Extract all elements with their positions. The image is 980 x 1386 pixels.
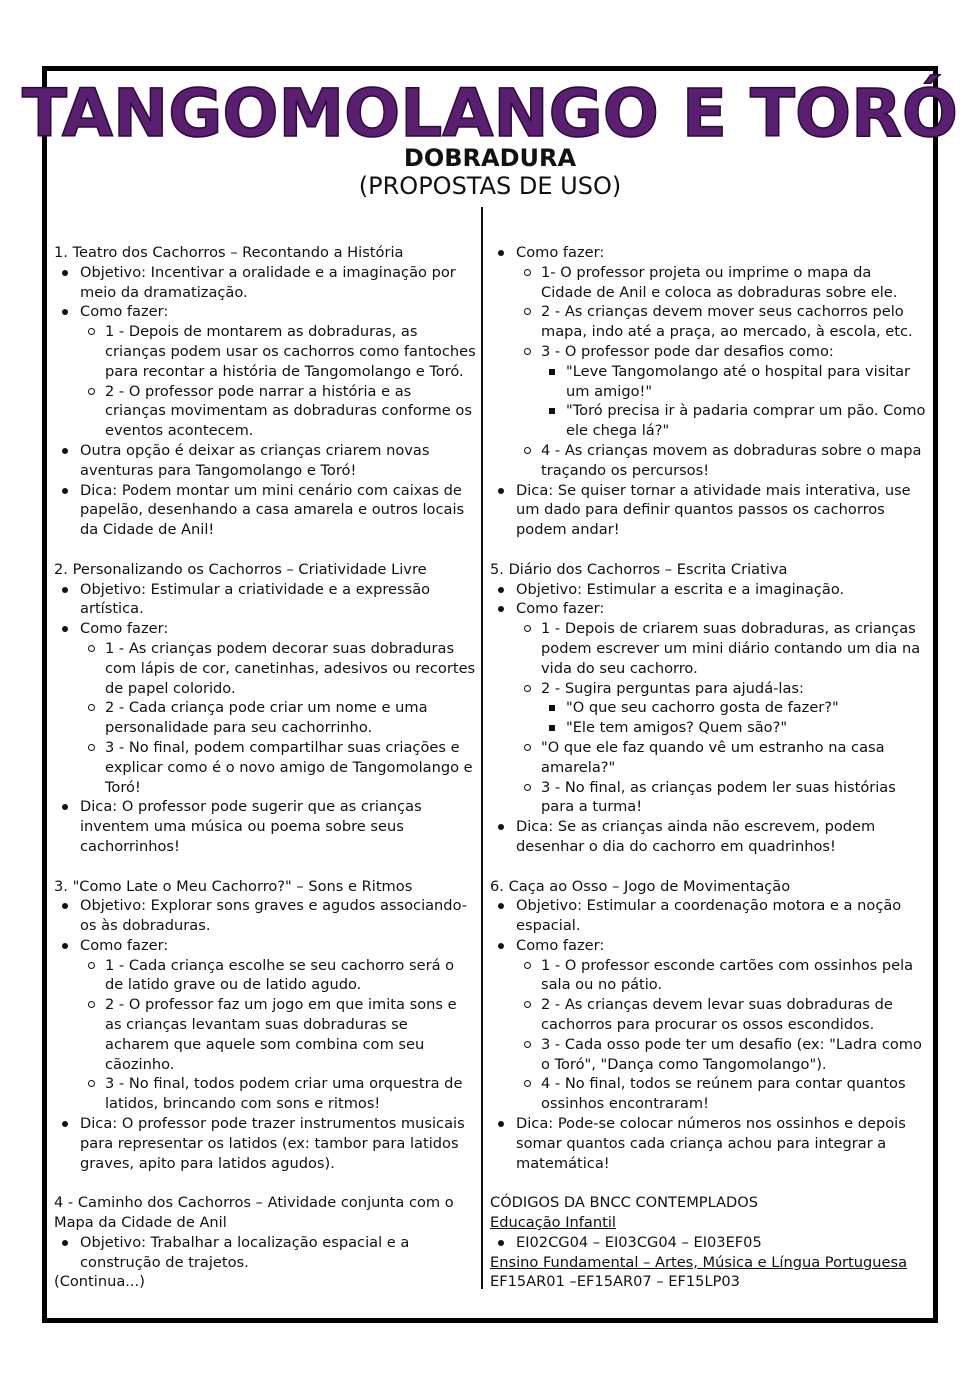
list-item: 1 - O professor esconde cartões com ossinhos pela sala ou no pátio. bbox=[516, 956, 926, 996]
section-heading: 4 - Caminho dos Cachorros – Atividade conjunta com o Mapa da Cidade de Anil bbox=[54, 1194, 454, 1232]
list-item: Como fazer: 1- O professor projeta ou imprime o mapa da Cidade de Anil e coloca as dobraduras sobre ele. 2 - As crianças devem mover seus cachorros pelo mapa, indo até a praça, ao mercado, à escola, etc. 3 - O professor pode dar desafios como: "Leve Tangomolango até o hospital para visitar um amigo!" "Toró precisa ir à padaria comprar um pão. Como ele chega lá?" 4 - As crianças movem as dobraduras sobre o mapa traçando os percursos! bbox=[490, 243, 926, 481]
list-item: 2 - Sugira perguntas para ajudá-las: "O que seu cachorro gosta de fazer?" "Ele tem amigos? Quem são?" bbox=[516, 679, 926, 738]
list-item: "O que ele faz quando vê um estranho na casa amarela?" bbox=[516, 738, 926, 778]
section-personalizando bbox=[54, 560, 476, 857]
list-item: Como fazer: 1 - Depois de montarem as dobraduras, as crianças podem usar os cachorros como fantoches para recontar a história de Tangomolango e Toró. 2 - O professor pode narrar a história e as crianças movimentam as dobraduras conforme os eventos acontecem. bbox=[54, 302, 476, 441]
section-diario bbox=[490, 560, 926, 857]
section-teatro bbox=[54, 243, 476, 540]
list-item: 1 - Cada criança escolhe se seu cachorro será o de latido grave ou de latido agudo. bbox=[80, 956, 476, 996]
bncc-ei-label: Educação Infantil bbox=[490, 1214, 616, 1232]
page-title: TANGOMOLANGO E TORÓ bbox=[21, 75, 959, 152]
list-item: 2 - As crianças devem levar suas dobraduras de cachorros para procurar os ossos escondidos. bbox=[516, 995, 926, 1035]
list-item: "Toró precisa ir à padaria comprar um pão. Como ele chega lá?" bbox=[541, 401, 926, 441]
bncc-ei-codes: EI02CG04 – EI03CG04 – EI03EF05 bbox=[490, 1233, 926, 1253]
list-item: Objetivo: Estimular a coordenação motora e a noção espacial. bbox=[490, 896, 926, 936]
list-item: Dica: Podem montar um mini cenário com caixas de papelão, desenhando a casa amarela e outros locais da Cidade de Anil! bbox=[54, 481, 476, 540]
list-item: 1 - As crianças podem decorar suas dobraduras com lápis de cor, canetinhas, adesivos ou recortes de papel colorido. bbox=[80, 639, 476, 698]
list-item: 3 - O professor pode dar desafios como: "Leve Tangomolango até o hospital para visitar um amigo!" "Toró precisa ir à padaria comprar um pão. Como ele chega lá?" bbox=[516, 342, 926, 441]
page-subtitle-note: (PROPOSTAS DE USO) bbox=[358, 172, 622, 200]
list-item: Objetivo: Incentivar a oralidade e a imaginação por meio da dramatização. bbox=[54, 263, 476, 303]
list-item: Objetivo: Estimular a criatividade e a expressão artística. bbox=[54, 580, 476, 620]
list-item: 2 - O professor pode narrar a história e as crianças movimentam as dobraduras conforme os eventos acontecem. bbox=[80, 382, 476, 441]
section-heading: 2. Personalizando os Cachorros – Criatividade Livre bbox=[54, 560, 427, 578]
list-item: 3 - No final, todos podem criar uma orquestra de latidos, brincando com sons e ritmos! bbox=[80, 1074, 476, 1114]
bncc-ef-label: Ensino Fundamental – Artes, Música e Língua Portuguesa bbox=[490, 1253, 908, 1271]
list-item: Como fazer: 1 - Depois de criarem suas dobraduras, as crianças podem escrever um mini diário contando um dia na vida do seu cachorro. 2 - Sugira perguntas para ajudá-las: "O que seu cachorro gosta de fazer?" "Ele tem amigos? Quem são?" "O que ele faz quando vê um estranho na casa amarela?" 3 - No final, as crianças podem ler suas histórias para a turma! bbox=[490, 599, 926, 817]
continue-note: (Continua...) bbox=[54, 1273, 145, 1291]
right-column bbox=[490, 243, 926, 1292]
list-item: "O que seu cachorro gosta de fazer?" bbox=[541, 698, 926, 718]
page-subtitle: DOBRADURA bbox=[403, 144, 577, 172]
list-item: 2 - Cada criança pode criar um nome e uma personalidade para seu cachorrinho. bbox=[80, 698, 476, 738]
section-bncc bbox=[490, 1193, 926, 1292]
section-sons-ritmos bbox=[54, 877, 476, 1174]
column-divider bbox=[481, 207, 483, 1289]
list-item: Objetivo: Explorar sons graves e agudos associando-os às dobraduras. bbox=[54, 896, 476, 936]
list-item: Objetivo: Trabalhar a localização espacial e a construção de trajetos. bbox=[54, 1233, 476, 1273]
list-item: Como fazer: 1 - As crianças podem decorar suas dobraduras com lápis de cor, canetinhas, adesivos ou recortes de papel colorido. 2 - Cada criança pode criar um nome e uma personalidade para seu cachorrinho. 3 - No final, podem compartilhar suas criações e explicar como é o novo amigo de Tangomolango e Toró! bbox=[54, 619, 476, 797]
section-heading: 6. Caça ao Osso – Jogo de Movimentação bbox=[490, 877, 791, 895]
left-column bbox=[54, 243, 476, 1292]
list-item: 2 - O professor faz um jogo em que imita sons e as crianças levantam suas dobraduras se acharem que aquele som combina com seu cãozinho. bbox=[80, 995, 476, 1074]
bncc-ef-codes: EF15AR01 –EF15AR07 – EF15LP03 bbox=[490, 1273, 740, 1291]
list-item: 2 - As crianças devem mover seus cachorros pelo mapa, indo até a praça, ao mercado, à escola, etc. bbox=[516, 302, 926, 342]
list-item: Dica: O professor pode trazer instrumentos musicais para representar os latidos (ex: tambor para latidos graves, apito para latidos agudos). bbox=[54, 1114, 476, 1173]
list-item: 3 - No final, as crianças podem ler suas histórias para a turma! bbox=[516, 778, 926, 818]
list-item: 4 - As crianças movem as dobraduras sobre o mapa traçando os percursos! bbox=[516, 441, 926, 481]
section-caca-osso bbox=[490, 877, 926, 1174]
list-item: Como fazer: 1 - Cada criança escolhe se seu cachorro será o de latido grave ou de latido agudo. 2 - O professor faz um jogo em que imita sons e as crianças levantam suas dobraduras se acharem que aquele som combina com seu cãozinho. 3 - No final, todos podem criar uma orquestra de latidos, brincando com sons e ritmos! bbox=[54, 936, 476, 1114]
section-caminho bbox=[54, 1193, 476, 1292]
list-item: Dica: Se quiser tornar a atividade mais interativa, use um dado para definir quantos passos os cachorros podem andar! bbox=[490, 481, 926, 540]
list-item: 3 - Cada osso pode ter um desafio (ex: "Ladra como o Toró", "Dança como Tangomolango"). bbox=[516, 1035, 926, 1075]
list-item: 1- O professor projeta ou imprime o mapa da Cidade de Anil e coloca as dobraduras sobre ele. bbox=[516, 263, 926, 303]
list-item: "Leve Tangomolango até o hospital para visitar um amigo!" bbox=[541, 362, 926, 402]
list-item: Outra opção é deixar as crianças criarem novas aventuras para Tangomolango e Toró! bbox=[54, 441, 476, 481]
list-item: Objetivo: Estimular a escrita e a imaginação. bbox=[490, 580, 926, 600]
list-item: Dica: Se as crianças ainda não escrevem, podem desenhar o dia do cachorro em quadrinhos! bbox=[490, 817, 926, 857]
section-heading: 3. "Como Late o Meu Cachorro?" – Sons e Ritmos bbox=[54, 877, 413, 895]
list-item: 4 - No final, todos se reúnem para contar quantos ossinhos encontraram! bbox=[516, 1074, 926, 1114]
list-item: Como fazer: 1 - O professor esconde cartões com ossinhos pela sala ou no pátio. 2 - As crianças devem levar suas dobraduras de cachorros para procurar os ossos escondidos. 3 - Cada osso pode ter um desafio (ex: "Ladra como o Toró", "Dança como Tangomolango"). 4 - No final, todos se reúnem para contar quantos ossinhos encontraram! bbox=[490, 936, 926, 1114]
list-item: 3 - No final, podem compartilhar suas criações e explicar como é o novo amigo de Tangomolango e Toró! bbox=[80, 738, 476, 797]
section-heading: 1. Teatro dos Cachorros – Recontando a História bbox=[54, 244, 404, 261]
bncc-heading: CÓDIGOS DA BNCC CONTEMPLADOS bbox=[490, 1194, 759, 1212]
list-item: Dica: Pode-se colocar números nos ossinhos e depois somar quantos cada criança achou para integrar a matemática! bbox=[490, 1114, 926, 1173]
list-item: Dica: O professor pode sugerir que as crianças inventem uma música ou poema sobre seus cachorrinhos! bbox=[54, 797, 476, 856]
section-heading: 5. Diário dos Cachorros – Escrita Criativa bbox=[490, 560, 788, 578]
list-item: 1 - Depois de montarem as dobraduras, as crianças podem usar os cachorros como fantoches para recontar a história de Tangomolango e Toró. bbox=[80, 322, 476, 381]
list-item: "Ele tem amigos? Quem são?" bbox=[541, 718, 926, 738]
list-item: 1 - Depois de criarem suas dobraduras, as crianças podem escrever um mini diário contando um dia na vida do seu cachorro. bbox=[516, 619, 926, 678]
section-caminho-cont bbox=[490, 243, 926, 540]
